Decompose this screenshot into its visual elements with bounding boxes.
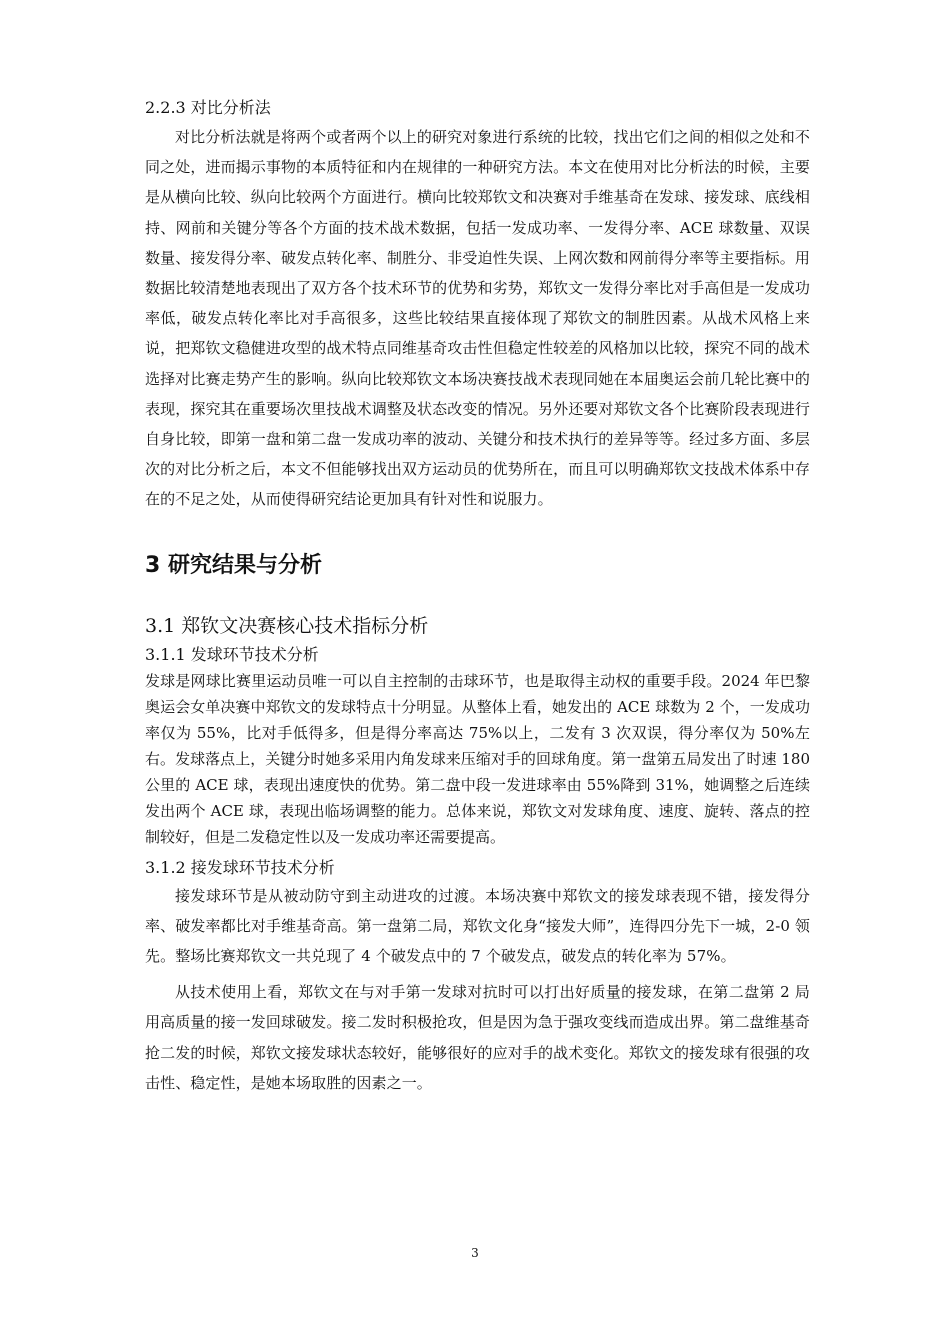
paragraph-serve-analysis: 发球是网球比赛里运动员唯一可以自主控制的击球环节，也是取得主动权的重要手段。2024 年巴黎奥运会女单决赛中郑钦文的发球特点十分明显。从整体上看，她发出的 ACE 球数为 2 个，一发成功率仅为 55%，比对手低得多，但是得分率高达 75%以上，二发有 3 次双误，得分率仅为 50%左右。发球落点上，关键分时她多采用内角发球来压缩对手的回球角度。第一盘第五局发出了时速 180 公里的 ACE 球，表现出速度快的优势。第二盘中段一发进球率由 55%降到 31%，她调整之后连续发出两个 ACE 球，表现出临场调整的能力。总体来说，郑钦文对发球角度、速度、旋转、落点的控制较好，但是二发稳定性以及一发成功率还需要提高。: [145, 671, 810, 846]
paragraph-comparative-analysis: 对比分析法就是将两个或者两个以上的研究对象进行系统的比较，找出它们之间的相似之处和不同之处，进而揭示事物的本质特征和内在规律的一种研究方法。本文在使用对比分析法的时候，主要是从横向比较、纵向比较两个方面进行。横向比较郑钦文和决赛对手维基奇在发球、接发球、底线相持、网前和关键分等各个方面的技术战术数据，包括一发成功率、一发得分率、ACE 球数量、双误数量、接发得分率、破发点转化率、制胜分、非受迫性失误、上网次数和网前得分率等主要指标。用数据比较清楚地表现出了双方各个技术环节的优势和劣势，郑钦文一发得分率比对手高但是一发成功率低，破发点转化率比对手高很多，这些比较结果直接体现了郑钦文的制胜因素。从战术风格上来说，把郑钦文稳健进攻型的战术特点同维基奇攻击性但稳定性较差的风格加以比较，探究不同的战术选择对比赛走势产生的影响。纵向比较郑钦文本场决赛技战术表现同她在本届奥运会前几轮比赛中的表现，探究其在重要场次里技战术调整及状态改变的情况。另外还要对郑钦文各个比赛阶段表现进行自身比较，即第一盘和第二盘一发成功率的波动、关键分和技术执行的差异等等。经过多方面、多层次的对比分析之后，本文不但能够找出双方运动员的优势所在，而且可以明确郑钦文技战术体系中存在的不足之处，从而使得研究结论更加具有针对性和说服力。: [145, 128, 810, 509]
section-heading-3-1-1: 3.1.1 发球环节技术分析: [145, 644, 319, 664]
page-number: 3: [471, 1246, 479, 1260]
section-heading-3-1: 3.1 郑钦文决赛核心技术指标分析: [145, 614, 429, 637]
paragraph-return-analysis-2: 从技术使用上看，郑钦文在与对手第一发球对抗时可以打出好质量的接发球，在第二盘第 2 局用高质量的接一发回球破发。接二发时积极抢攻，但是因为急于强攻变线而造成出界。第二盘维基奇抢二发的时候，郑钦文接发球状态较好，能够很好的应对手的战术变化。郑钦文的接发球有很强的攻击性、稳定性，是她本场取胜的因素之一。: [145, 983, 810, 1092]
section-heading-3-1-2: 3.1.2 接发球环节技术分析: [145, 857, 335, 877]
document-page: [145, 96, 810, 1098]
section-heading-2-2-3: 2.2.3 对比分析法: [145, 98, 271, 117]
chapter-heading-3: 3 研究结果与分析: [145, 552, 322, 578]
paragraph-return-analysis-1: 接发球环节是从被动防守到主动进攻的过渡。本场决赛中郑钦文的接发球表现不错，接发得分率、破发率都比对手维基奇高。第一盘第二局，郑钦文化身“接发大师”，连得四分先下一城，2-0 领先。整场比赛郑钦文一共兑现了 4 个破发点中的 7 个破发点，破发点的转化率为 57%。: [145, 886, 810, 966]
